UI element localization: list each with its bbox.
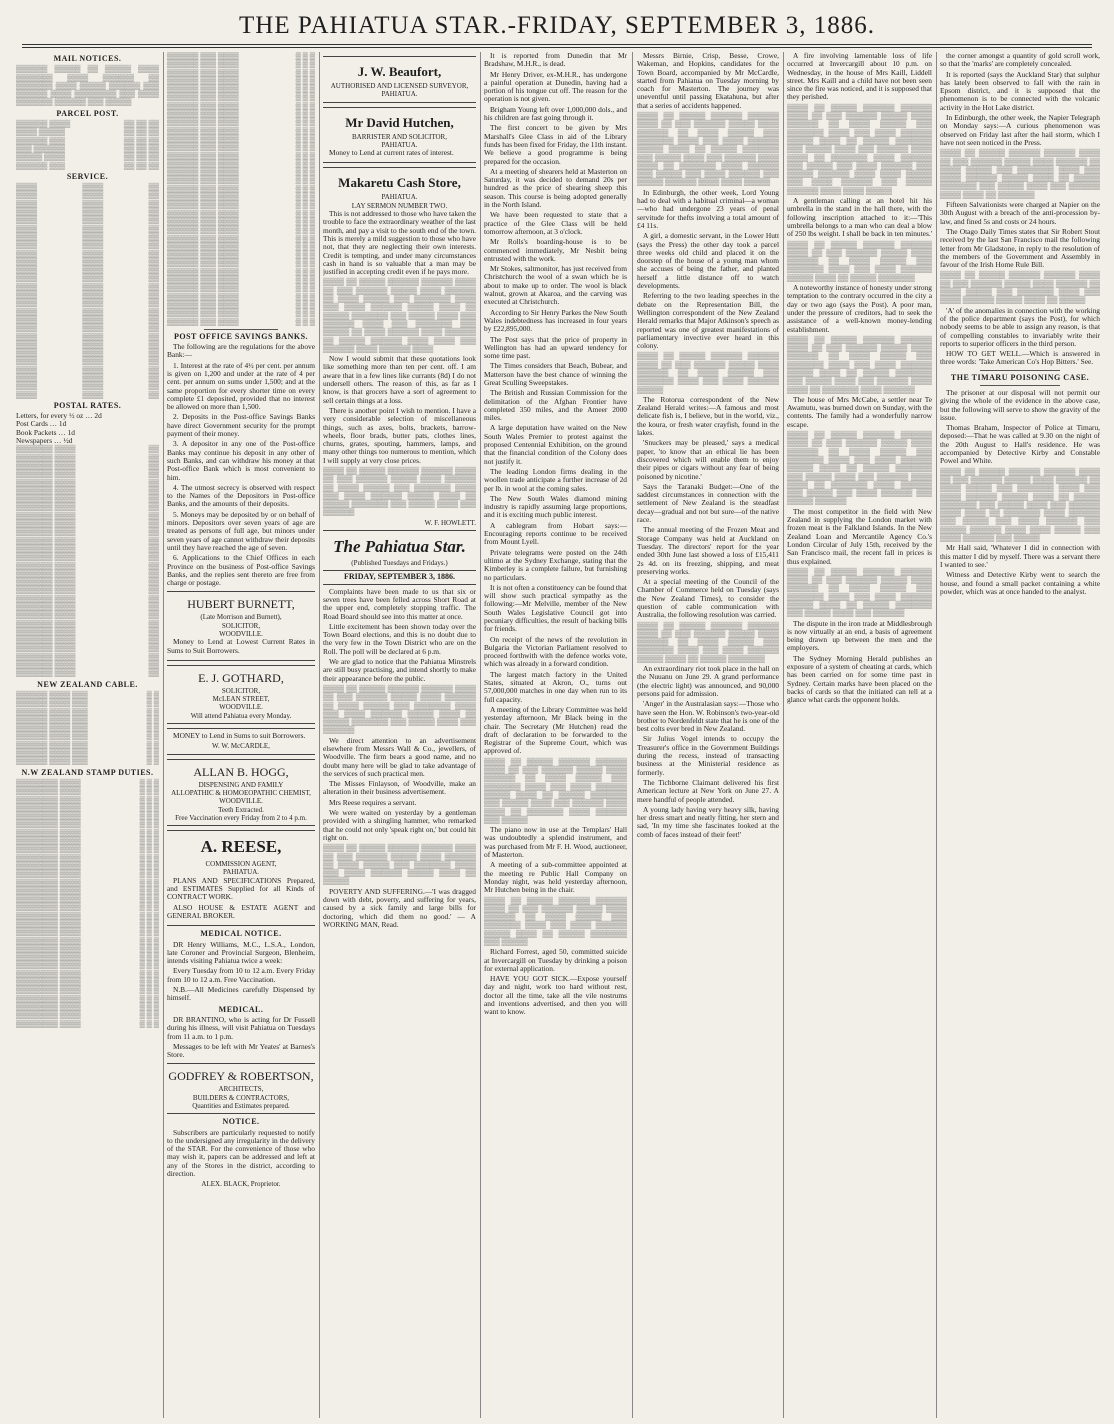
rate-line: Newspapers … ½d bbox=[16, 436, 73, 446]
paragraph: According to Sir Henry Parkes the New South Wales indebtedness has increased in four years by £22,895,000. bbox=[484, 307, 627, 334]
paragraph: A noteworthy instance of honesty under strong temptation to the contrary occurred in the city a day or two ago (says the Post). A poor man, under the pressure of creditors, had to seek the assistance of a well-known money-lending establishment. bbox=[787, 283, 932, 334]
advert-line: Will attend Pahiatua every Monday. bbox=[190, 711, 292, 720]
paragraph: A large deputation have waited on the New South Wales Premier to protest against the proposed Centennial Exhibition, on the ground that the financial condition of the Colony does not justify it. bbox=[484, 423, 627, 466]
column-2 bbox=[167, 52, 315, 1418]
paragraph: We are glad to notice that the Pahiatua Minstrels are still busy practising, and intend shortly to make their appearance before the public. bbox=[323, 657, 476, 683]
paragraph: 6. Applications to the Chief Offices in each Province on the business of Post-office Savings Banks, and the replies sent thereto are free from charge or postage. bbox=[167, 553, 315, 588]
advert-godfrey-robertson bbox=[167, 1063, 315, 1114]
heading-medical-notice: MEDICAL NOTICE. bbox=[200, 929, 282, 939]
paragraph: POVERTY AND SUFFERING.—'I was dragged down with debt, poverty, and suffering for years, caused by a sick family and large bills for doctoring, which did them no good.' — A WORKING MAN, Read. bbox=[323, 886, 476, 929]
paragraph: Says the Taranaki Budget:—One of the saddest circumstances in connection with the settlement of New Zealand is the steadfast decay—gradual and not but sure—of the native race. bbox=[637, 481, 779, 525]
paragraph: 'A' of the anomalies in connection with the working of the police department (says the Post), for which nobody seems to be able to assign any reason, is that of compelling constables to invariably write their reports to superior officers in the third person. bbox=[940, 305, 1100, 348]
advertiser-name: HUBERT BURNETT, bbox=[187, 597, 295, 612]
paragraph: 4. The utmost secrecy is observed with respect to the Names of the Depositors in Post-office Banks, and the amounts of their deposits. bbox=[167, 482, 315, 509]
advert-line: WOODVILLE. bbox=[219, 797, 263, 806]
advert-line: PAHIATUA. bbox=[381, 193, 418, 202]
paragraph: The Otago Daily Times states that Sir Robert Stout received by the last San Francisco mail the following letter from Mr Gladstone, in reply to the resolution of the members of the Government and Assembly in favour of the Irish Home Rule Bill. bbox=[940, 226, 1100, 270]
paragraph: The largest match factory in the United States, situated at Akron, O., turns out 57,000,000 matches in one day when run to its full capacity. bbox=[484, 669, 627, 704]
paragraph: A cablegram from Hobart says:—Encouraging reports continue to be received from Mount Lyell. bbox=[484, 520, 627, 547]
illegible-text: ▒▒▒▒ ▒▒ ▒▒▒▒▒ ▒▒▒▒▒▒ ▒▒▒▒▒▒ ▒▒▒▒ ▒▒ ▒▒▒ ▒▒▒▒▒▒ ▒▒▒▒▒ ▒▒▒▒ ▒▒▒▒▒▒ ▒▒ ▒▒▒▒ ▒▒▒▒▒ ▒▒▒ ▒▒▒▒▒▒▒ ▒▒▒▒ ▒▒▒ ▒▒▒▒ ▒▒▒▒▒▒ ▒▒▒▒▒ ▒▒▒▒ ▒▒ ▒▒▒▒▒ ▒▒▒▒▒▒▒ ▒▒▒ ▒▒▒▒▒ ▒▒▒▒ ▒▒▒ ▒▒▒▒▒▒ ▒▒▒▒ ▒▒▒▒ ▒▒ ▒▒▒▒▒▒▒ ▒▒▒▒ ▒▒▒▒▒▒ ▒▒▒ ▒▒▒▒▒ ▒▒▒ ▒▒▒▒ ▒▒▒▒▒▒ ▒▒▒ ▒▒▒▒▒ ▒▒▒▒▒▒ ▒▒▒▒ ▒▒▒▒ ▒▒▒▒▒ ▒▒▒ ▒▒▒▒ ▒▒▒▒▒▒ ▒▒▒ ▒▒▒▒▒ ▒▒▒▒▒▒ ▒▒▒▒ ▒▒▒▒ ▒▒▒▒▒ bbox=[787, 102, 932, 195]
rate-line: Post Cards … 1d bbox=[16, 419, 67, 429]
rate-line: Letters, for every ½ oz … 2d bbox=[16, 411, 102, 421]
paragraph: The house of Mrs McCabe, a settler near Te Awamutu, was burned down on Sunday, with the contents. The family had a wonderfully narrow escape. bbox=[787, 394, 932, 429]
rate-line: Book Packets … 1d bbox=[16, 427, 75, 437]
paragraph: 'Anger' in the Australasian says:—Those who have seen the Hon. W. Robinson's two-year-old brother to Nordenfeldt state that he is one of the best colts ever bred in New Zealand. bbox=[637, 699, 779, 734]
paragraph: The Times considers that Beach, Bubear, and Matterson have the best chance of winning the Great Sculling Sweepstakes. bbox=[484, 361, 627, 387]
advert-text: ALSO HOUSE & ESTATE AGENT and GENERAL BROKER. bbox=[167, 902, 315, 920]
paragraph: It is reported from Dunedin that Mr Bradshaw, M.H.R., is dead. bbox=[484, 52, 627, 69]
advert-text: Money to Lend at current rates of interest. bbox=[329, 148, 454, 158]
illegible-text: ▒▒▒▒ ▒▒ ▒▒▒▒▒ ▒▒▒▒▒▒ ▒▒▒▒▒▒ ▒▒▒▒ ▒▒ ▒▒▒ ▒▒▒▒▒▒ ▒▒▒▒▒ ▒▒▒▒ ▒▒▒▒▒▒ ▒▒ ▒▒▒▒ ▒▒▒▒▒ ▒▒▒ ▒▒▒▒▒▒▒ ▒▒▒▒ ▒▒▒ ▒▒▒▒ ▒▒▒▒▒▒ ▒▒▒▒▒ bbox=[637, 351, 779, 394]
heading-service: SERVICE. bbox=[66, 171, 109, 181]
column-5 bbox=[637, 52, 779, 1418]
paragraph: This is not addressed to those who have taken the trouble to face the extraordinary weather of the last month, and pay a visit to the south end of the town. This is merely a mild suggestion to those who have not, that they are neglecting their own interests. Credit is tempting, and under many circumstances cash in hand is so valuable that a man may be justified in accepting credit even if he pays more. bbox=[323, 209, 476, 277]
paragraph: HOW TO GET WELL.—Which is answered in three words: 'Take American Co's Hop Bitters.' See. bbox=[940, 349, 1100, 367]
paragraph: The Misses Finlayson, of Woodville, make an alteration in their business advertisement. bbox=[323, 779, 476, 797]
paragraph: Mr Hall said, 'Whatever I did in connection with this matter I did by myself. There was a servant there I wanted to see.' bbox=[940, 543, 1100, 569]
paragraph: The New South Wales diamond mining industry is rapidly assuming large proportions, and it is exciting much public interest. bbox=[484, 493, 627, 520]
advertiser-name: Makaretu Cash Store, bbox=[338, 175, 461, 191]
heading-notice: NOTICE. bbox=[222, 1117, 260, 1127]
masthead-rule-top bbox=[22, 44, 1092, 45]
paragraph: Mr Rolls's boarding-house is to be commenced immediately, Mr Nesbit being entrusted with the work. bbox=[484, 237, 627, 263]
heading-postal-rates: POSTAL RATES. bbox=[53, 400, 122, 410]
paragraph: 3. A depositor in any one of the Post-office Banks may continue his deposit in any other of such Banks, and can withdraw his money at that Post-office Bank which is most convenient to him. bbox=[167, 439, 315, 482]
stamp-table: ▒▒▒▒▒▒▒▒ ▒▒▒▒ ▒ ▒ ▒ ▒▒▒▒▒▒▒▒ ▒▒▒▒ ▒ ▒ ▒ ▒▒▒▒▒▒▒▒ ▒▒▒▒ ▒ ▒ ▒ ▒▒▒▒▒▒▒▒ ▒▒▒▒ ▒ ▒ ▒ ▒▒▒▒▒▒▒▒ ▒▒▒▒ ▒ ▒ ▒ ▒▒▒▒▒▒▒▒ ▒▒▒▒ ▒ ▒ ▒ ▒▒▒▒▒▒▒▒ ▒▒▒▒ ▒ ▒ ▒ ▒▒▒▒▒▒▒▒ ▒▒▒▒ ▒ ▒ ▒ ▒▒▒▒▒▒▒▒ ▒▒▒▒ ▒ ▒ ▒ ▒▒▒▒▒▒▒▒ ▒▒▒▒ ▒ ▒ ▒ ▒▒▒▒▒▒▒▒ ▒▒▒▒ ▒ ▒ ▒ ▒▒▒▒▒▒▒▒ ▒▒▒▒ ▒ ▒ ▒ ▒▒▒▒▒▒▒▒ ▒▒▒▒ ▒ ▒ ▒ ▒▒▒▒▒▒▒▒ ▒▒▒▒ ▒ ▒ ▒ ▒▒▒▒▒▒▒▒ ▒▒▒▒ ▒ ▒ ▒ ▒▒▒▒▒▒▒▒ ▒▒▒▒ ▒ ▒ ▒ ▒▒▒▒▒▒▒▒ ▒▒▒▒ ▒ ▒ ▒ ▒▒▒▒▒▒▒▒ ▒▒▒▒ ▒ ▒ ▒ ▒▒▒▒▒▒▒▒ ▒▒▒▒ ▒ ▒ ▒ ▒▒▒▒▒▒▒▒ ▒▒▒▒ ▒ ▒ ▒ ▒▒▒▒▒▒▒▒ ▒▒▒▒ ▒ ▒ ▒ ▒▒▒▒▒▒▒▒ ▒▒▒▒ ▒ ▒ ▒ ▒▒▒▒▒▒▒▒ ▒▒▒▒ ▒ ▒ ▒ ▒▒▒▒▒▒▒▒ ▒▒▒▒ ▒ ▒ ▒ ▒▒▒▒▒▒▒▒ ▒▒▒▒ ▒ ▒ ▒ ▒▒▒▒▒▒▒▒ ▒▒▒▒ ▒ ▒ ▒ ▒▒▒▒▒▒▒▒ ▒▒▒▒ ▒ ▒ ▒ ▒▒▒▒▒▒▒▒ ▒▒▒▒ ▒ ▒ ▒ ▒▒▒▒▒▒▒▒ ▒▒▒▒ ▒ ▒ ▒ ▒▒▒▒▒▒▒▒ ▒▒▒▒ ▒ ▒ ▒ bbox=[16, 777, 159, 1028]
advert-text: MONEY to Lend in Sums to suit Borrowers. bbox=[173, 731, 306, 741]
cable-table: ▒▒▒▒▒▒ ▒▒▒▒ ▒▒▒ ▒ ▒ ▒▒▒▒▒▒ ▒▒▒▒ ▒▒▒ ▒ ▒ ▒▒▒▒▒▒ ▒▒▒▒ ▒▒▒ ▒ ▒ ▒▒▒▒▒▒ ▒▒▒▒ ▒▒▒ ▒ ▒ ▒▒▒▒▒▒ ▒▒▒▒ ▒▒▒ ▒ ▒ ▒▒▒▒▒▒ ▒▒▒▒ ▒▒▒ ▒ ▒ ▒▒▒▒▒▒ ▒▒▒▒ ▒▒▒ ▒ ▒ ▒▒▒▒▒▒ ▒▒▒▒ ▒▒▒ ▒ ▒ ▒▒▒▒▒▒ ▒▒▒▒ ▒▒▒ ▒ ▒ bbox=[16, 689, 159, 766]
paragraph: The Sydney Morning Herald publishes an exposure of a system of cheating at cards, which has been carried on for some time past in Sydney. Certain marks have been placed on the backs of cards so that the initiated can tell at a glance what cards the opponent holds. bbox=[787, 653, 932, 705]
paragraph: In Edinburgh, the other week, Lord Young had to deal with a habitual criminal—a woman—who had undergone 23 years of penal servitude for thefts involving a total amount of £4 11s. bbox=[637, 187, 779, 230]
illegible-text: ▒▒▒▒ ▒▒ ▒▒▒▒▒ ▒▒▒▒▒▒ ▒▒▒▒▒▒ ▒▒▒▒ ▒▒ ▒▒▒ ▒▒▒▒▒▒ ▒▒▒▒▒ ▒▒▒▒ ▒▒▒▒▒▒ ▒▒ ▒▒▒▒ ▒▒▒▒▒ ▒▒▒ ▒▒▒▒▒▒▒ ▒▒▒▒ ▒▒▒ ▒▒▒▒ ▒▒▒▒▒▒ ▒▒▒▒▒ ▒▒▒▒ ▒▒ ▒▒▒▒▒ ▒▒▒▒▒▒▒ ▒▒▒ ▒▒▒▒▒ ▒▒▒▒ ▒▒▒ ▒▒▒▒▒▒ ▒▒▒▒ ▒▒▒▒ ▒▒ ▒▒▒▒▒▒▒ ▒▒▒▒ ▒▒▒▒▒▒ ▒▒▒ ▒▒▒▒▒ bbox=[484, 756, 627, 824]
paragraph: 2. Deposits in the Post-office Savings Banks have direct Government security for the prompt payment of their money. bbox=[167, 412, 315, 439]
advert-line: Teeth Extracted. bbox=[218, 805, 264, 814]
paragraph: Mrs Reese requires a servant. bbox=[329, 797, 417, 807]
advert-makaretu bbox=[323, 167, 476, 531]
advert-line: LAY SERMON NUMBER TWO. bbox=[351, 201, 448, 210]
illegible-text: ▒▒▒▒▒▒ ▒▒▒▒▒ ▒▒ ▒▒▒▒▒ ▒▒▒▒ ▒▒▒▒▒▒▒ ▒▒▒▒ ▒▒▒▒▒▒ ▒▒ ▒▒▒▒▒▒▒ ▒▒▒▒ ▒▒▒▒▒ ▒▒▒▒▒▒ ▒▒▒ ▒▒▒▒▒▒ ▒▒▒▒ ▒▒▒▒▒▒▒▒ ▒▒▒ ▒▒▒▒ ▒▒▒▒▒▒▒ ▒▒▒▒▒▒ ▒▒▒ ▒▒▒▒▒ bbox=[16, 64, 159, 107]
advert-line: BUILDERS & CONTRACTORS, bbox=[192, 1093, 290, 1102]
signature: ALEX. BLACK, Proprietor. bbox=[201, 1180, 281, 1189]
paragraph: In Edinburgh, the other week, the Napier Telegraph on Monday says:—A curious phenomenon was observed on Friday last after the hail storm, which I have not seen noticed in the Press. bbox=[940, 113, 1100, 147]
advert-mccardle bbox=[167, 728, 315, 755]
publication-schedule: (Published Tuesdays and Fridays.) bbox=[351, 559, 448, 568]
heading-nz-cable: NEW ZEALAND CABLE. bbox=[37, 679, 138, 689]
paragraph: 5. Moneys may be deposited by or on behalf of minors. Depositors over seven years of age are treated as persons of full age, but minors under seven years of age cannot withdraw their deposits until they have reached the age of seven. bbox=[167, 509, 315, 552]
paragraph: Subscribers are particularly requested to notify to the undersigned any irregularity in the delivery of the STAR. For the convenience of those who may wish it, papers can be addressed and left at any of the Stores in the district, according to direction. bbox=[167, 1127, 315, 1179]
illegible-text: ▒▒▒▒ ▒▒ ▒▒▒▒▒ ▒▒▒▒▒▒ ▒▒▒▒▒▒ ▒▒▒▒ ▒▒ ▒▒▒ ▒▒▒▒▒▒ ▒▒▒▒▒ ▒▒▒▒ ▒▒▒▒▒▒ ▒▒ ▒▒▒▒ ▒▒▒▒▒ ▒▒▒ ▒▒▒▒▒▒▒ ▒▒▒▒ ▒▒▒ ▒▒▒▒ ▒▒▒▒▒▒ ▒▒▒▒▒ ▒▒▒▒ ▒▒ ▒▒▒▒▒ ▒▒▒▒▒▒▒ ▒▒▒ ▒▒▒▒▒ ▒▒▒▒ ▒▒▒ ▒▒▒▒▒▒ bbox=[323, 683, 476, 735]
paragraph: We direct attention to an advertisement elsewhere from Messrs Wall & Co., jewellers, of Woodville. The firm bears a good name, and no doubt many here will be glad to take advantage of the services of such practical men. bbox=[323, 735, 476, 778]
advert-line: DISPENSING AND FAMILY bbox=[198, 780, 284, 789]
advertiser-name: ALLAN B. HOGG, bbox=[193, 764, 289, 779]
column-7 bbox=[940, 52, 1100, 1418]
advert-line: WOODVILLE. bbox=[219, 703, 263, 712]
paragraph: We have been requested to state that a practice of the Glee Class will be held tomorrow afternoon, at 3 o'clock. bbox=[484, 210, 627, 236]
paragraph: Fifteen Salvationists were charged at Napier on the 30th August with a breach of the anti-procession by-law, and fined 5s and costs or 24 hours. bbox=[940, 200, 1100, 226]
advert-reese bbox=[167, 830, 315, 926]
advertiser-name: Mr David Hutchen, bbox=[345, 114, 454, 130]
advert-line: PAHIATUA. bbox=[222, 868, 260, 877]
paragraph: The prisoner at our disposal will not permit our giving the whole of the evidence in the above case, but the following will serve to show the gravity of the issue. bbox=[940, 387, 1100, 422]
paragraph: The British and Russian Commission for the delimitation of the Afghan Frontier have completed 350 miles, and the Ameer 2000 miles. bbox=[484, 388, 627, 423]
paragraph: Little excitement has been shown today over the Town Board elections, and this is no doubt due to the very few in the Town District who are on the Roll. The poll will be declared at 6 p.m. bbox=[323, 621, 476, 656]
advert-line: W. W. McCARDLE, bbox=[212, 742, 270, 751]
paragraph: Messages to be left with Mr Yeates' at Barnes's Store. bbox=[167, 1041, 315, 1060]
advert-text: Money to Lend at Lowest Current Rates in Sums to Suit Borrowers. bbox=[167, 637, 315, 655]
paragraph: It is reported (says the Auckland Star) that sulphur has lately been observed to fall with the rain in Epsom district, and it is supposed that the phenomenon is to be connected with the volcanic activity in the Hot Lake district. bbox=[940, 69, 1100, 112]
paragraph: An extraordinary riot took place in the hall on the Nuuanu on June 29. A grand performance (the electric light) was announced, and 90,000 persons paid for admission. bbox=[637, 664, 779, 698]
paragraph: Mr Henry Driver, ex-M.H.R., has undergone a painful operation at Dunedin, having had a portion of his tongue cut off. The reason for the operation is not given. bbox=[484, 69, 627, 104]
advert-line: ALLOPATHIC & HOMOEOPATHIC CHEMIST, bbox=[171, 788, 311, 797]
paragraph: Mr Stokes, saltmonitor, has just received from Christchurch the wool of a swan which he is about to make up to order. The wool is black walnut, grown at Akaroa, and the carving was executed at Christchurch. bbox=[484, 264, 627, 307]
divider bbox=[980, 370, 1060, 371]
illegible-text: ▒▒▒▒ ▒▒ ▒▒▒▒▒ ▒▒▒▒▒▒ ▒▒▒▒▒▒ ▒▒▒▒ ▒▒ ▒▒▒ ▒▒▒▒▒▒ ▒▒▒▒▒ ▒▒▒▒ ▒▒▒▒▒▒ ▒▒ ▒▒▒▒ ▒▒▒▒▒ ▒▒▒ ▒▒▒▒▒▒▒ ▒▒▒▒ ▒▒▒ ▒▒▒▒ ▒▒▒▒▒▒ ▒▒▒▒▒ ▒▒▒▒ ▒▒ ▒▒▒▒▒ ▒▒▒▒▒▒▒ ▒▒▒ ▒▒▒▒▒ ▒▒▒▒ ▒▒▒ ▒▒▒▒▒▒ ▒▒▒▒ ▒▒▒▒ ▒▒ ▒▒▒▒▒▒▒ bbox=[940, 148, 1100, 199]
paragraph: The piano now in use at the Templars' Hall was undoubtedly a splendid instrument, and was purchased from Mr F. H. Wood, auctioneer, of Masterton. bbox=[484, 825, 627, 860]
illegible-text: ▒▒▒▒ ▒▒ ▒▒▒▒▒ ▒▒▒▒▒▒ ▒▒▒▒▒▒ ▒▒▒▒ ▒▒ ▒▒▒ ▒▒▒▒▒▒ ▒▒▒▒▒ ▒▒▒▒ ▒▒▒▒▒▒ ▒▒ ▒▒▒▒ ▒▒▒▒▒ ▒▒▒ ▒▒▒▒▒▒▒ ▒▒▒▒ ▒▒▒ ▒▒▒▒ ▒▒▒▒▒▒ ▒▒▒▒▒ ▒▒▒▒ ▒▒ ▒▒▒▒▒ ▒▒▒▒▒▒▒ bbox=[787, 239, 932, 282]
paragraph: Referring to the two leading speeches in the debate on the Representation Bill, the Wellington correspondent of the New Zealand Herald remarks that Major Atkinson's speech as reported was one of greatest manifestations of parliamentary invective ever heard in this colony. bbox=[637, 291, 779, 351]
paragraph: The annual meeting of the Frozen Meat and Storage Company was held at Auckland on Tuesday. The directors' report for the year ended 30th June last showed a loss of £15,411 2s 4d. on its freezing, shipping, and meat preserving works. bbox=[637, 525, 779, 576]
heading-parcel-post: PARCEL POST. bbox=[56, 108, 119, 118]
illegible-text: ▒▒▒▒ ▒▒ ▒▒▒▒▒ ▒▒▒▒▒▒ ▒▒▒▒▒▒ ▒▒▒▒ ▒▒ ▒▒▒ ▒▒▒▒▒▒ ▒▒▒▒▒ ▒▒▒▒ ▒▒▒▒▒▒ ▒▒ ▒▒▒▒ ▒▒▒▒▒ ▒▒▒ ▒▒▒▒▒▒▒ ▒▒▒▒ ▒▒▒ ▒▒▒▒ ▒▒▒▒▒▒ ▒▒▒▒▒ ▒▒▒▒ ▒▒ ▒▒▒▒▒ ▒▒▒▒▒▒▒ ▒▒▒ ▒▒▒▒▒ ▒▒▒▒ ▒▒▒ ▒▒▒▒▒▒ ▒▒▒▒ ▒▒▒▒ ▒▒ ▒▒▒▒▒▒▒ ▒▒▒▒ ▒▒▒▒▒▒ ▒▒▒ ▒▒▒▒▒ ▒▒▒ ▒▒▒▒ ▒▒▒▒▒▒ ▒▒▒ ▒▒▒▒▒ ▒▒▒▒▒▒ ▒▒▒▒ ▒▒▒▒ ▒▒▒▒▒ ▒▒▒ ▒▒▒▒ ▒▒▒▒▒▒ ▒▒▒ ▒▒▒▒▒ bbox=[940, 466, 1100, 543]
heading-medical: MEDICAL. bbox=[218, 1004, 264, 1014]
masthead-rule-bottom bbox=[22, 47, 1092, 48]
paragraph: The Tichborne Claimant delivered his first American lecture at New York on June 27. A mere handful of people attended. bbox=[637, 777, 779, 804]
paragraph: A girl, a domestic servant, in the Lower Hutt (says the Press) the other day took a parcel three weeks old child and placed it on the doorstep of the house of a young man whom she accuses of being the father, and planted herself a little distance off to watch developments. bbox=[637, 231, 779, 291]
advertiser-name: E. J. GOTHARD, bbox=[198, 670, 284, 685]
paragraph: A fire involving lamentable loss of life occurred at Invercargill about 10 p.m. on Wednesday, in the house of Mrs Kaill, Liddell street. Mrs Kaill and a child have not been seen since the fire was noticed, and it is supposed that they perished. bbox=[787, 52, 932, 102]
paragraph: The Post says that the price of property in Wellington has had an upward tendency for some time past. bbox=[484, 334, 627, 361]
paragraph: At a special meeting of the Council of the Chamber of Commerce held on Tuesday (says the New Zealand Times), to consider the question of cable communication with Australia, the following resolution was carried. bbox=[637, 577, 779, 620]
heading-mail-notices: MAIL NOTICES. bbox=[53, 54, 122, 63]
paragraph: The first concert to be given by Mrs Marshall's Glee Class in aid of the Library funds has been fixed for Friday, the 11th instant. We believe a good programme is being prepared for the occasion. bbox=[484, 123, 627, 166]
advertiser-name: GODFREY & ROBERTSON, bbox=[168, 1069, 314, 1084]
advertiser-name: A. REESE, bbox=[200, 837, 282, 857]
column-divider bbox=[783, 52, 784, 1418]
paragraph: the corner amongst a quantity of gold scroll work, so that the 'marks' are completely concealed. bbox=[940, 52, 1100, 69]
signature: W. F. HOWLETT. bbox=[424, 518, 476, 527]
mail-table: ▒▒▒▒▒▒ ▒▒▒▒ ▒▒ ▒▒ ▒▒ ▒▒▒▒ ▒▒▒▒▒ ▒▒ ▒▒ ▒▒ ▒▒▒▒▒▒ ▒▒▒ ▒▒ ▒▒ ▒▒ ▒▒▒ ▒▒▒▒▒▒ ▒▒ ▒▒ ▒▒ ▒▒▒▒▒ ▒▒▒▒ ▒▒ ▒▒ ▒▒ ▒▒▒▒▒▒ ▒▒▒ ▒▒ ▒▒ ▒▒ bbox=[16, 119, 159, 170]
paragraph: Witness and Detective Kirby went to search the house, and found a small packet containing a white powder, which was at once handed to the analyst. bbox=[940, 570, 1100, 596]
advert-burnett bbox=[167, 591, 315, 660]
paragraph: Richard Forrest, aged 50, committed suicide at Invercargill on Tuesday by drinking a poison for external application. bbox=[484, 947, 627, 973]
paragraph: Every Tuesday from 10 to 12 a.m. Every Friday from 10 to 12 a.m. Free Vaccination. bbox=[167, 966, 315, 984]
masthead-title: THE PAHIATUA STAR.-FRIDAY, SEPTEMBER 3, 1886. bbox=[239, 12, 875, 39]
advert-line: SOLICITOR, bbox=[221, 621, 261, 630]
column-divider bbox=[480, 52, 481, 1418]
paragraph: A meeting of the Library Committee was held yesterday afternoon, Mr Black being in the chair. The Secretary (Mr Hutchen) read the draft of declaration to be forwarded to the Registrar of the Supreme Court, which was approved of. bbox=[484, 704, 627, 756]
advert-line: SOLICITOR, bbox=[221, 686, 261, 695]
advert-line: PAHIATUA. bbox=[381, 140, 418, 149]
advert-hogg bbox=[167, 759, 315, 826]
stamp-duties-continued: ▒▒▒▒▒▒ ▒▒▒ ▒▒▒▒ ▒ ▒ ▒ ▒▒▒▒▒▒ ▒▒▒ ▒▒▒▒ ▒ ▒ ▒ ▒▒▒▒▒▒ ▒▒▒ ▒▒▒▒ ▒ ▒ ▒ ▒▒▒▒▒▒ ▒▒▒ ▒▒▒▒ ▒ ▒ ▒ ▒▒▒▒▒▒ ▒▒▒ ▒▒▒▒ ▒ ▒ ▒ ▒▒▒▒▒▒ ▒▒▒ ▒▒▒▒ ▒ ▒ ▒ ▒▒▒▒▒▒ ▒▒▒ ▒▒▒▒ ▒ ▒ ▒ ▒▒▒▒▒▒ ▒▒▒ ▒▒▒▒ ▒ ▒ ▒ ▒▒▒▒▒▒ ▒▒▒ ▒▒▒▒ ▒ ▒ ▒ ▒▒▒▒▒▒ ▒▒▒ ▒▒▒▒ ▒ ▒ ▒ ▒▒▒▒▒▒ ▒▒▒ ▒▒▒▒ ▒ ▒ ▒ ▒▒▒▒▒▒ ▒▒▒ ▒▒▒▒ ▒ ▒ ▒ ▒▒▒▒▒▒ ▒▒▒ ▒▒▒▒ ▒ ▒ ▒ ▒▒▒▒▒▒ ▒▒▒ ▒▒▒▒ ▒ ▒ ▒ ▒▒▒▒▒▒ ▒▒▒ ▒▒▒▒ ▒ ▒ ▒ ▒▒▒▒▒▒ ▒▒▒ ▒▒▒▒ ▒ ▒ ▒ ▒▒▒▒▒▒ ▒▒▒ ▒▒▒▒ ▒ ▒ ▒ ▒▒▒▒▒▒ ▒▒▒ ▒▒▒▒ ▒ ▒ ▒ ▒▒▒▒▒▒ ▒▒▒ ▒▒▒▒ ▒ ▒ ▒ ▒▒▒▒▒▒ ▒▒▒ ▒▒▒▒ ▒ ▒ ▒ ▒▒▒▒▒▒ ▒▒▒ ▒▒▒▒ ▒ ▒ ▒ ▒▒▒▒▒▒ ▒▒▒ ▒▒▒▒ ▒ ▒ ▒ ▒▒▒▒▒▒ ▒▒▒ ▒▒▒▒ ▒ ▒ ▒ ▒▒▒▒▒▒ ▒▒▒ ▒▒▒▒ ▒ ▒ ▒ ▒▒▒▒▒▒ ▒▒▒ ▒▒▒▒ ▒ ▒ ▒ ▒▒▒▒▒▒ ▒▒▒ ▒▒▒▒ ▒ ▒ ▒ ▒▒▒▒▒▒ ▒▒▒ ▒▒▒▒ ▒ ▒ ▒ ▒▒▒▒▒▒ ▒▒▒ ▒▒▒▒ ▒ ▒ ▒ ▒▒▒▒▒▒ ▒▒▒ ▒▒▒▒ ▒ ▒ ▒ ▒▒▒▒▒▒ ▒▒▒ ▒▒▒▒ ▒ ▒ ▒ ▒▒▒▒▒▒ ▒▒▒ ▒▒▒▒ ▒ ▒ ▒ ▒▒▒▒▒▒ ▒▒▒ ▒▒▒▒ ▒ ▒ ▒ ▒▒▒▒▒▒ ▒▒▒ ▒▒▒▒ ▒ ▒ ▒ bbox=[167, 52, 315, 326]
paragraph: DR Henry Williams, M.C., L.S.A., London, late Coroner and Provincial Surgeon, Blenheim, intends visiting Pahiatua twice a week: bbox=[167, 939, 315, 966]
divider bbox=[980, 385, 1060, 386]
advert-line: Quantities and Estimates prepared. bbox=[192, 1101, 290, 1110]
paragraph: A gentleman calling at an hotel hit his umbrella in the stand in the hall there, with the following inscription attached to it:—'This umbrella belongs to a man who can deal a blow of 250 lbs weight. I shall be back in ten minutes.' bbox=[787, 196, 932, 239]
paragraph: A young lady having very heavy silk, having her dress smart and neatly fitting, her stern and sad, 'In my time she fascinates looked at the comb of faces instead of their feet!' bbox=[637, 804, 779, 839]
illegible-text: ▒▒▒▒ ▒▒ ▒▒▒▒▒ ▒▒▒▒▒▒ ▒▒▒▒▒▒ ▒▒▒▒ ▒▒ ▒▒▒ ▒▒▒▒▒▒ ▒▒▒▒▒ ▒▒▒▒ ▒▒▒▒▒▒ ▒▒ ▒▒▒▒ ▒▒▒▒▒ ▒▒▒ ▒▒▒▒▒▒▒ ▒▒▒▒ ▒▒▒ ▒▒▒▒ ▒▒▒▒▒▒ ▒▒▒▒▒ ▒▒▒▒ ▒▒ ▒▒▒▒▒ ▒▒▒▒▒▒▒ ▒▒▒ ▒▒▒▒▒ ▒▒▒▒ ▒▒▒ ▒▒▒▒▒▒ ▒▒▒▒ ▒▒▒ ▒▒▒▒▒▒▒ ▒▒▒ ▒▒▒▒▒ ▒▒ ▒▒▒▒ ▒▒▒▒▒▒ ▒▒▒▒ ▒▒▒▒▒▒ ▒▒ ▒▒▒▒▒ ▒▒▒▒▒▒ ▒▒▒▒ ▒▒▒▒ ▒▒▒ ▒▒▒▒▒▒ ▒▒▒▒ ▒▒▒▒▒▒ ▒▒▒▒ bbox=[323, 277, 476, 353]
advert-line: ARCHITECTS, bbox=[218, 1085, 264, 1094]
paragraph: The following are the regulations for the above Bank:— bbox=[167, 342, 315, 360]
paragraph: Sir Julius Vogel intends to occupy the Treasurer's office in the Government Buildings during the recess, instead of transacting business at the Ministerial residence as formerly. bbox=[637, 734, 779, 777]
paragraph: Thomas Braham, Inspector of Police at Timaru, deposed:—That he was called at 9.30 on the night of the 20th August to Hall's residence. He was accompanied by Detective Kirby and Constable Powel and White. bbox=[940, 423, 1100, 466]
heading-savings-banks: POST OFFICE SAVINGS BANKS. bbox=[173, 331, 309, 341]
paragraph: 1. Interest at the rate of 4½ per cent. per annum is given on 1,200 and under at the rate of 4 per cent. per annum on sums under 1,500; and at the same proportion for every shorter time on every complete £1 deposited, provided that no interest be allowed on more than 1,500. bbox=[167, 360, 315, 412]
advert-line: McLEAN STREET, bbox=[212, 695, 270, 704]
column-divider bbox=[936, 52, 937, 1418]
advert-text: PLANS AND SPECIFICATIONS Prepared, and ESTIMATES Supplied for all Kinds of CONTRACT WORK. bbox=[167, 875, 315, 902]
heading-stamp-duties: N.W ZEALAND STAMP DUTIES. bbox=[21, 767, 154, 777]
paragraph: 'Snuckers may be pleased,' says a medical paper, 'to know that an ethical lie has been discovered which will enable them to enjoy their pipes or cigars without any fear of being poisoned by nicotine.' bbox=[637, 438, 779, 481]
heading-timaru-poisoning: THE TIMARU POISONING CASE. bbox=[950, 372, 1090, 382]
paragraph: We were waited on yesterday by a gentleman provided with a shingling hammer, who remarked that he could not only 'speak right on,' but could hit right on. bbox=[323, 808, 476, 842]
paragraph: At a meeting of shearers held at Masterton on Saturday, it was decided to demand 20s per hundred as the price of shearing sheep this season. This course is being adopted generally in the North Island. bbox=[484, 166, 627, 210]
column-4 bbox=[484, 52, 627, 1418]
advert-line: PAHIATUA. bbox=[381, 90, 418, 99]
column-divider bbox=[163, 52, 164, 1418]
paragraph: Complaints have been made to us that six or seven trees have been felled across Short Road at the upper end, completely stopping traffic. The Road Board should see into this matter at once. bbox=[323, 586, 476, 621]
paragraph: The most competitor in the field with New Zealand in supplying the London market with frozen meat is the Falkland Islands. In the New Zealand Loan and Mercantile Agency Co.'s London Circular of July 15th, received by the San Francisco mail, the recent fall in prices is thus explained. bbox=[787, 506, 932, 566]
advertiser-name: J. W. Beaufort, bbox=[357, 64, 442, 79]
paragraph: Brigham Young left over 1,000,000 dols., and his children are fast going through it. bbox=[484, 104, 627, 123]
advert-hutchen bbox=[323, 107, 476, 164]
illegible-text: ▒▒▒▒ ▒▒ ▒▒▒▒▒ ▒▒▒▒▒▒ ▒▒▒▒▒▒ ▒▒▒▒ ▒▒ ▒▒▒ ▒▒▒▒▒▒ ▒▒▒▒▒ ▒▒▒▒ ▒▒▒▒▒▒ ▒▒ ▒▒▒▒ ▒▒▒▒▒ ▒▒▒ ▒▒▒▒▒▒▒ ▒▒▒▒ ▒▒▒ ▒▒▒▒ ▒▒▒▒▒▒ ▒▒▒▒▒ ▒▒▒▒ ▒▒ ▒▒▒▒▒ ▒▒▒▒▒▒▒ ▒▒▒ ▒▒▒▒▒ bbox=[484, 895, 627, 946]
advert-line: Free Vaccination every Friday from 2 to 4 p.m. bbox=[175, 813, 307, 822]
advert-line: (Late Morrison and Burnett), bbox=[200, 613, 282, 622]
illegible-text: ▒▒▒▒ ▒▒ ▒▒▒▒▒ ▒▒▒▒▒▒ ▒▒▒▒▒▒ ▒▒▒▒ ▒▒ ▒▒▒ ▒▒▒▒▒▒ ▒▒▒▒▒ ▒▒▒▒ ▒▒▒▒▒▒ ▒▒ ▒▒▒▒ ▒▒▒▒▒ ▒▒▒ ▒▒▒▒▒▒▒ ▒▒▒▒ ▒▒▒ ▒▒▒▒ ▒▒▒▒▒▒ ▒▒▒▒▒ ▒▒▒▒ ▒▒ ▒▒▒▒▒ bbox=[940, 270, 1100, 305]
paragraph: The leading London firms dealing in the woollen trade anticipate a further increase of 2d per lb. in wool at the coming sales. bbox=[484, 466, 627, 493]
column-3 bbox=[323, 52, 476, 1418]
paragraph: HAVE YOU GOT SICK.—Expose yourself day and night, work too hard without rest, doctor all the time, take all the vile nostrums and inventions advertised, and then you will want to know. bbox=[484, 974, 627, 1017]
newspaper-name: The Pahiatua Star. bbox=[333, 537, 466, 557]
paragraph: The dispute in the iron trade at Middlesbrough is now virtually at an end, a basis of agreement being drawn up between the men and the employers. bbox=[787, 618, 932, 653]
paragraph: It is not often a constituency can be found that will show such practical sympathy as the following:—Mr Melville, member of the New South Wales Legislative Council got into pecuniary difficulties, the result of backing bills for friends. bbox=[484, 582, 627, 634]
column-divider bbox=[319, 52, 320, 1418]
advert-line: BARRISTER AND SOLICITOR, bbox=[352, 132, 447, 141]
paragraph: Messrs Birnie, Crisp, Besse, Crowe, Wakeman, and Hopkins, candidates for the Town Board, accompanied by Mr McCardle, started from Pahiatua on Tuesday morning by coach for Masterton. The journey was uneventful until passing Ekatahuna, but after that a series of accidents happened. bbox=[637, 52, 779, 110]
column-divider bbox=[632, 52, 633, 1418]
illegible-text: ▒▒▒▒ ▒▒ ▒▒▒▒▒ ▒▒▒▒▒▒ ▒▒▒▒▒▒ ▒▒▒▒ ▒▒ ▒▒▒ ▒▒▒▒▒▒ ▒▒▒▒▒ ▒▒▒▒ ▒▒▒▒▒▒ ▒▒ ▒▒▒▒ ▒▒▒▒▒ ▒▒▒ ▒▒▒▒▒▒▒ ▒▒▒▒ ▒▒▒ ▒▒▒▒ ▒▒▒▒▒▒ ▒▒▒▒▒ ▒▒▒▒ ▒▒ ▒▒▒▒▒ ▒▒▒▒▒▒▒ ▒▒▒ ▒▒▒▒▒ ▒▒▒▒ ▒▒▒ ▒▒▒▒▒▒ bbox=[787, 566, 932, 618]
dateline: FRIDAY, SEPTEMBER 3, 1886. bbox=[323, 570, 476, 584]
illegible-text: ▒▒▒▒ ▒▒ ▒▒▒▒▒ ▒▒▒▒▒▒ ▒▒▒▒▒▒ ▒▒▒▒ ▒▒ ▒▒▒ ▒▒▒▒▒▒ ▒▒▒▒▒ ▒▒▒▒ ▒▒▒▒▒▒ ▒▒ ▒▒▒▒ ▒▒▒▒▒ ▒▒▒ ▒▒▒▒▒▒▒ ▒▒▒▒ ▒▒▒ ▒▒▒▒ ▒▒▒▒▒▒ ▒▒▒▒▒ ▒▒▒▒ ▒▒ ▒▒▒▒▒ bbox=[323, 843, 476, 886]
paragraph: DR BRANTINO, who is acting for Dr Fussell during his illness, will visit Pahiatua on Tuesdays from 11 a.m. to 1 p.m. bbox=[167, 1014, 315, 1041]
column-1 bbox=[16, 52, 159, 1418]
advert-gothard bbox=[167, 665, 315, 724]
illegible-text: ▒▒▒▒ ▒▒ ▒▒▒▒▒ ▒▒▒▒▒▒ ▒▒▒▒▒▒ ▒▒▒▒ ▒▒ ▒▒▒ ▒▒▒▒▒▒ ▒▒▒▒▒ ▒▒▒▒ ▒▒▒▒▒▒ ▒▒ ▒▒▒▒ ▒▒▒▒▒ ▒▒▒ ▒▒▒▒▒▒▒ ▒▒▒▒ ▒▒▒ ▒▒▒▒ ▒▒▒▒▒▒ ▒▒▒▒▒ ▒▒▒▒ ▒▒ ▒▒▒▒▒ ▒▒▒▒▒▒▒ bbox=[637, 620, 779, 663]
paragraph: The Rotorua correspondent of the New Zealand Herald writes:—A famous and most delicate fish is, I believe, but in the world, viz., the koura, or fresh water crayfish, found in the lakes. bbox=[637, 394, 779, 438]
column-6 bbox=[787, 52, 932, 1418]
sailing-table: ▒▒▒▒ ▒▒▒▒ ▒▒ ▒▒▒▒ ▒▒▒▒ ▒▒ ▒▒▒▒ ▒▒▒▒ ▒▒ ▒▒▒▒ ▒▒▒▒ ▒▒ ▒▒▒▒ ▒▒▒▒ ▒▒ ▒▒▒▒ ▒▒▒▒ ▒▒ ▒▒▒▒ ▒▒▒▒ ▒▒ ▒▒▒▒ ▒▒▒▒ ▒▒ ▒▒▒▒ ▒▒▒▒ ▒▒ ▒▒▒▒ ▒▒▒▒ ▒▒ ▒▒▒▒ ▒▒▒▒ ▒▒ ▒▒▒▒ ▒▒▒▒ ▒▒ ▒▒▒▒ ▒▒▒▒ ▒▒ ▒▒▒▒ ▒▒▒▒ ▒▒ ▒▒▒▒ ▒▒▒▒ ▒▒ ▒▒▒▒ ▒▒▒▒ ▒▒ ▒▒▒▒ ▒▒▒▒ ▒▒ ▒▒▒▒ ▒▒▒▒ ▒▒ ▒▒▒▒ ▒▒▒▒ ▒▒ ▒▒▒▒ ▒▒▒▒ ▒▒ ▒▒▒▒ ▒▒▒▒ ▒▒ ▒▒▒▒ ▒▒▒▒ ▒▒ ▒▒▒▒ ▒▒▒▒ ▒▒ ▒▒▒▒ ▒▒▒▒ ▒▒ ▒▒▒▒ ▒▒▒▒ ▒▒ ▒▒▒▒ ▒▒▒▒ ▒▒ bbox=[16, 182, 159, 399]
illegible-text: ▒▒▒▒ ▒▒ ▒▒▒▒▒ ▒▒▒▒▒▒ ▒▒▒▒▒▒ ▒▒▒▒ ▒▒ ▒▒▒ ▒▒▒▒▒▒ ▒▒▒▒▒ ▒▒▒▒ ▒▒▒▒▒▒ ▒▒ ▒▒▒▒ ▒▒▒▒▒ ▒▒▒ ▒▒▒▒▒▒▒ ▒▒▒▒ ▒▒▒ ▒▒▒▒ ▒▒▒▒▒▒ ▒▒▒▒▒ ▒▒▒▒ ▒▒ ▒▒▒▒▒ ▒▒▒▒▒▒▒ ▒▒▒ ▒▒▒▒▒ ▒▒▒▒ ▒▒▒ ▒▒▒▒▒▒ ▒▒▒▒ ▒▒▒▒ ▒▒ ▒▒▒▒▒▒▒ ▒▒▒▒ ▒▒▒▒▒▒ bbox=[787, 334, 932, 394]
rates-table: ▒▒▒▒▒▒▒ ▒▒▒▒ ▒▒ ▒▒▒▒▒▒▒ ▒▒▒▒ ▒▒ ▒▒▒▒▒▒▒ ▒▒▒▒ ▒▒ ▒▒▒▒▒▒▒ ▒▒▒▒ ▒▒ ▒▒▒▒▒▒▒ ▒▒▒▒ ▒▒ ▒▒▒▒▒▒▒ ▒▒▒▒ ▒▒ ▒▒▒▒▒▒▒ ▒▒▒▒ ▒▒ ▒▒▒▒▒▒▒ ▒▒▒▒ ▒▒ ▒▒▒▒▒▒▒ ▒▒▒▒ ▒▒ ▒▒▒▒▒▒▒ ▒▒▒▒ ▒▒ ▒▒▒▒▒▒▒ ▒▒▒▒ ▒▒ ▒▒▒▒▒▒▒ ▒▒▒▒ ▒▒ ▒▒▒▒▒▒▒ ▒▒▒▒ ▒▒ ▒▒▒▒▒▒▒ ▒▒▒▒ ▒▒ ▒▒▒▒▒▒▒ ▒▒▒▒ ▒▒ ▒▒▒▒▒▒▒ ▒▒▒▒ ▒▒ ▒▒▒▒▒▒▒ ▒▒▒▒ ▒▒ ▒▒▒▒▒▒▒ ▒▒▒▒ ▒▒ ▒▒▒▒▒▒▒ ▒▒▒▒ ▒▒ ▒▒▒▒▒▒▒ ▒▒▒▒ ▒▒ ▒▒▒▒▒▒▒ ▒▒▒▒ ▒▒ ▒▒▒▒▒▒▒ ▒▒▒▒ ▒▒ ▒▒▒▒▒▒▒ ▒▒▒▒ ▒▒ ▒▒▒▒▒▒▒ ▒▒▒▒ ▒▒ ▒▒▒▒▒▒▒ ▒▒▒▒ ▒▒ ▒▒▒▒▒▒▒ ▒▒▒▒ ▒▒ ▒▒▒▒▒▒▒ ▒▒▒▒ ▒▒ ▒▒▒▒▒▒▒ ▒▒▒▒ ▒▒ bbox=[16, 444, 159, 678]
paragraph: Now I would submit that these quotations look like something more than ten per cent. off. I am aware that in a few lines like currants (8d) I do not undersell others. The reason of this, as far as I know, is that grocers have a sort of agreement to sell certain things at a loss. bbox=[323, 354, 476, 405]
advert-line: COMMISSION AGENT, bbox=[205, 860, 277, 869]
illegible-text: ▒▒▒▒ ▒▒ ▒▒▒▒▒ ▒▒▒▒▒▒ ▒▒▒▒▒▒ ▒▒▒▒ ▒▒ ▒▒▒ ▒▒▒▒▒▒ ▒▒▒▒▒ ▒▒▒▒ ▒▒▒▒▒▒ ▒▒ ▒▒▒▒ ▒▒▒▒▒ ▒▒▒ ▒▒▒▒▒▒▒ ▒▒▒▒ ▒▒▒ ▒▒▒▒ ▒▒▒▒▒▒ ▒▒▒▒▒ ▒▒▒▒ ▒▒ ▒▒▒▒▒ ▒▒▒▒▒▒▒ ▒▒▒ ▒▒▒▒▒ ▒▒▒▒ ▒▒▒ ▒▒▒▒▒▒ bbox=[323, 465, 476, 517]
advert-line: AUTHORISED AND LICENSED SURVEYOR, bbox=[330, 82, 469, 90]
paragraph: Private telegrams were posted on the 24th ultimo at the Sydney Exchange, stating that the Kimberley is a complete failure, but furnishing no particulars. bbox=[484, 547, 627, 582]
illegible-text: ▒▒▒▒ ▒▒ ▒▒▒▒▒ ▒▒▒▒▒▒ ▒▒▒▒▒▒ ▒▒▒▒ ▒▒ ▒▒▒ ▒▒▒▒▒▒ ▒▒▒▒▒ ▒▒▒▒ ▒▒▒▒▒▒ ▒▒ ▒▒▒▒ ▒▒▒▒▒ ▒▒▒ ▒▒▒▒▒▒▒ ▒▒▒▒ ▒▒▒ ▒▒▒▒ ▒▒▒▒▒▒ ▒▒▒▒▒ ▒▒▒▒ ▒▒ ▒▒▒▒▒ ▒▒▒▒▒▒▒ ▒▒▒ ▒▒▒▒▒ ▒▒▒▒ ▒▒▒ ▒▒▒▒▒▒ ▒▒▒▒ ▒▒▒▒ ▒▒ ▒▒▒▒▒▒▒ ▒▒▒▒ ▒▒▒▒▒▒ ▒▒▒ ▒▒▒▒▒ ▒▒▒ ▒▒▒▒ ▒▒▒▒▒▒ ▒▒▒ ▒▒▒▒▒ ▒▒▒▒▒▒ ▒▒▒▒ ▒▒▒▒ ▒▒▒▒▒ bbox=[637, 111, 779, 187]
paragraph: A meeting of a sub-committee appointed at the meeting re Public Hall Company on Monday night, was held yesterday afternoon, Mr Hutchen being in the chair. bbox=[484, 860, 627, 895]
paragraph: There is another point I wish to mention. I have a very considerable selection of miscellaneous things, such as axes, bolts, brackets, barrow-wheels, floor brads, butter pats, clothes lines, churns, grates, spouting, hammers, lamps, and many other things too numerous to mention, which I will supply at very close prices. bbox=[323, 405, 476, 465]
illegible-text: ▒▒▒▒ ▒▒ ▒▒▒▒▒ ▒▒▒▒▒▒ ▒▒▒▒▒▒ ▒▒▒▒ ▒▒ ▒▒▒ ▒▒▒▒▒▒ ▒▒▒▒▒ ▒▒▒▒ ▒▒▒▒▒▒ ▒▒ ▒▒▒▒ ▒▒▒▒▒ ▒▒▒ ▒▒▒▒▒▒▒ ▒▒▒▒ ▒▒▒ ▒▒▒▒ ▒▒▒▒▒▒ ▒▒▒▒▒ ▒▒▒▒ ▒▒ ▒▒▒▒▒ ▒▒▒▒▒▒▒ ▒▒▒ ▒▒▒▒▒ ▒▒▒▒ ▒▒▒ ▒▒▒▒▒▒ ▒▒▒▒ ▒▒▒▒ ▒▒ ▒▒▒▒▒▒▒ ▒▒▒▒ ▒▒▒▒▒▒ ▒▒▒ ▒▒▒▒▒ ▒▒▒ ▒▒▒▒ ▒▒▒▒▒▒ ▒▒▒ ▒▒▒▒▒ ▒▒▒▒▒▒ bbox=[787, 430, 932, 506]
paragraph: On receipt of the news of the revolution in Bulgaria the Victorian Parliament resolved to proceed forthwith with the defence works vote, which was already in a forward condition. bbox=[484, 634, 627, 669]
divider bbox=[204, 329, 278, 330]
paragraph: N.B.—All Medicines carefully Dispensed by himself. bbox=[167, 985, 315, 1003]
advert-beaufort bbox=[323, 56, 476, 103]
advert-line: WOODVILLE. bbox=[219, 630, 263, 638]
